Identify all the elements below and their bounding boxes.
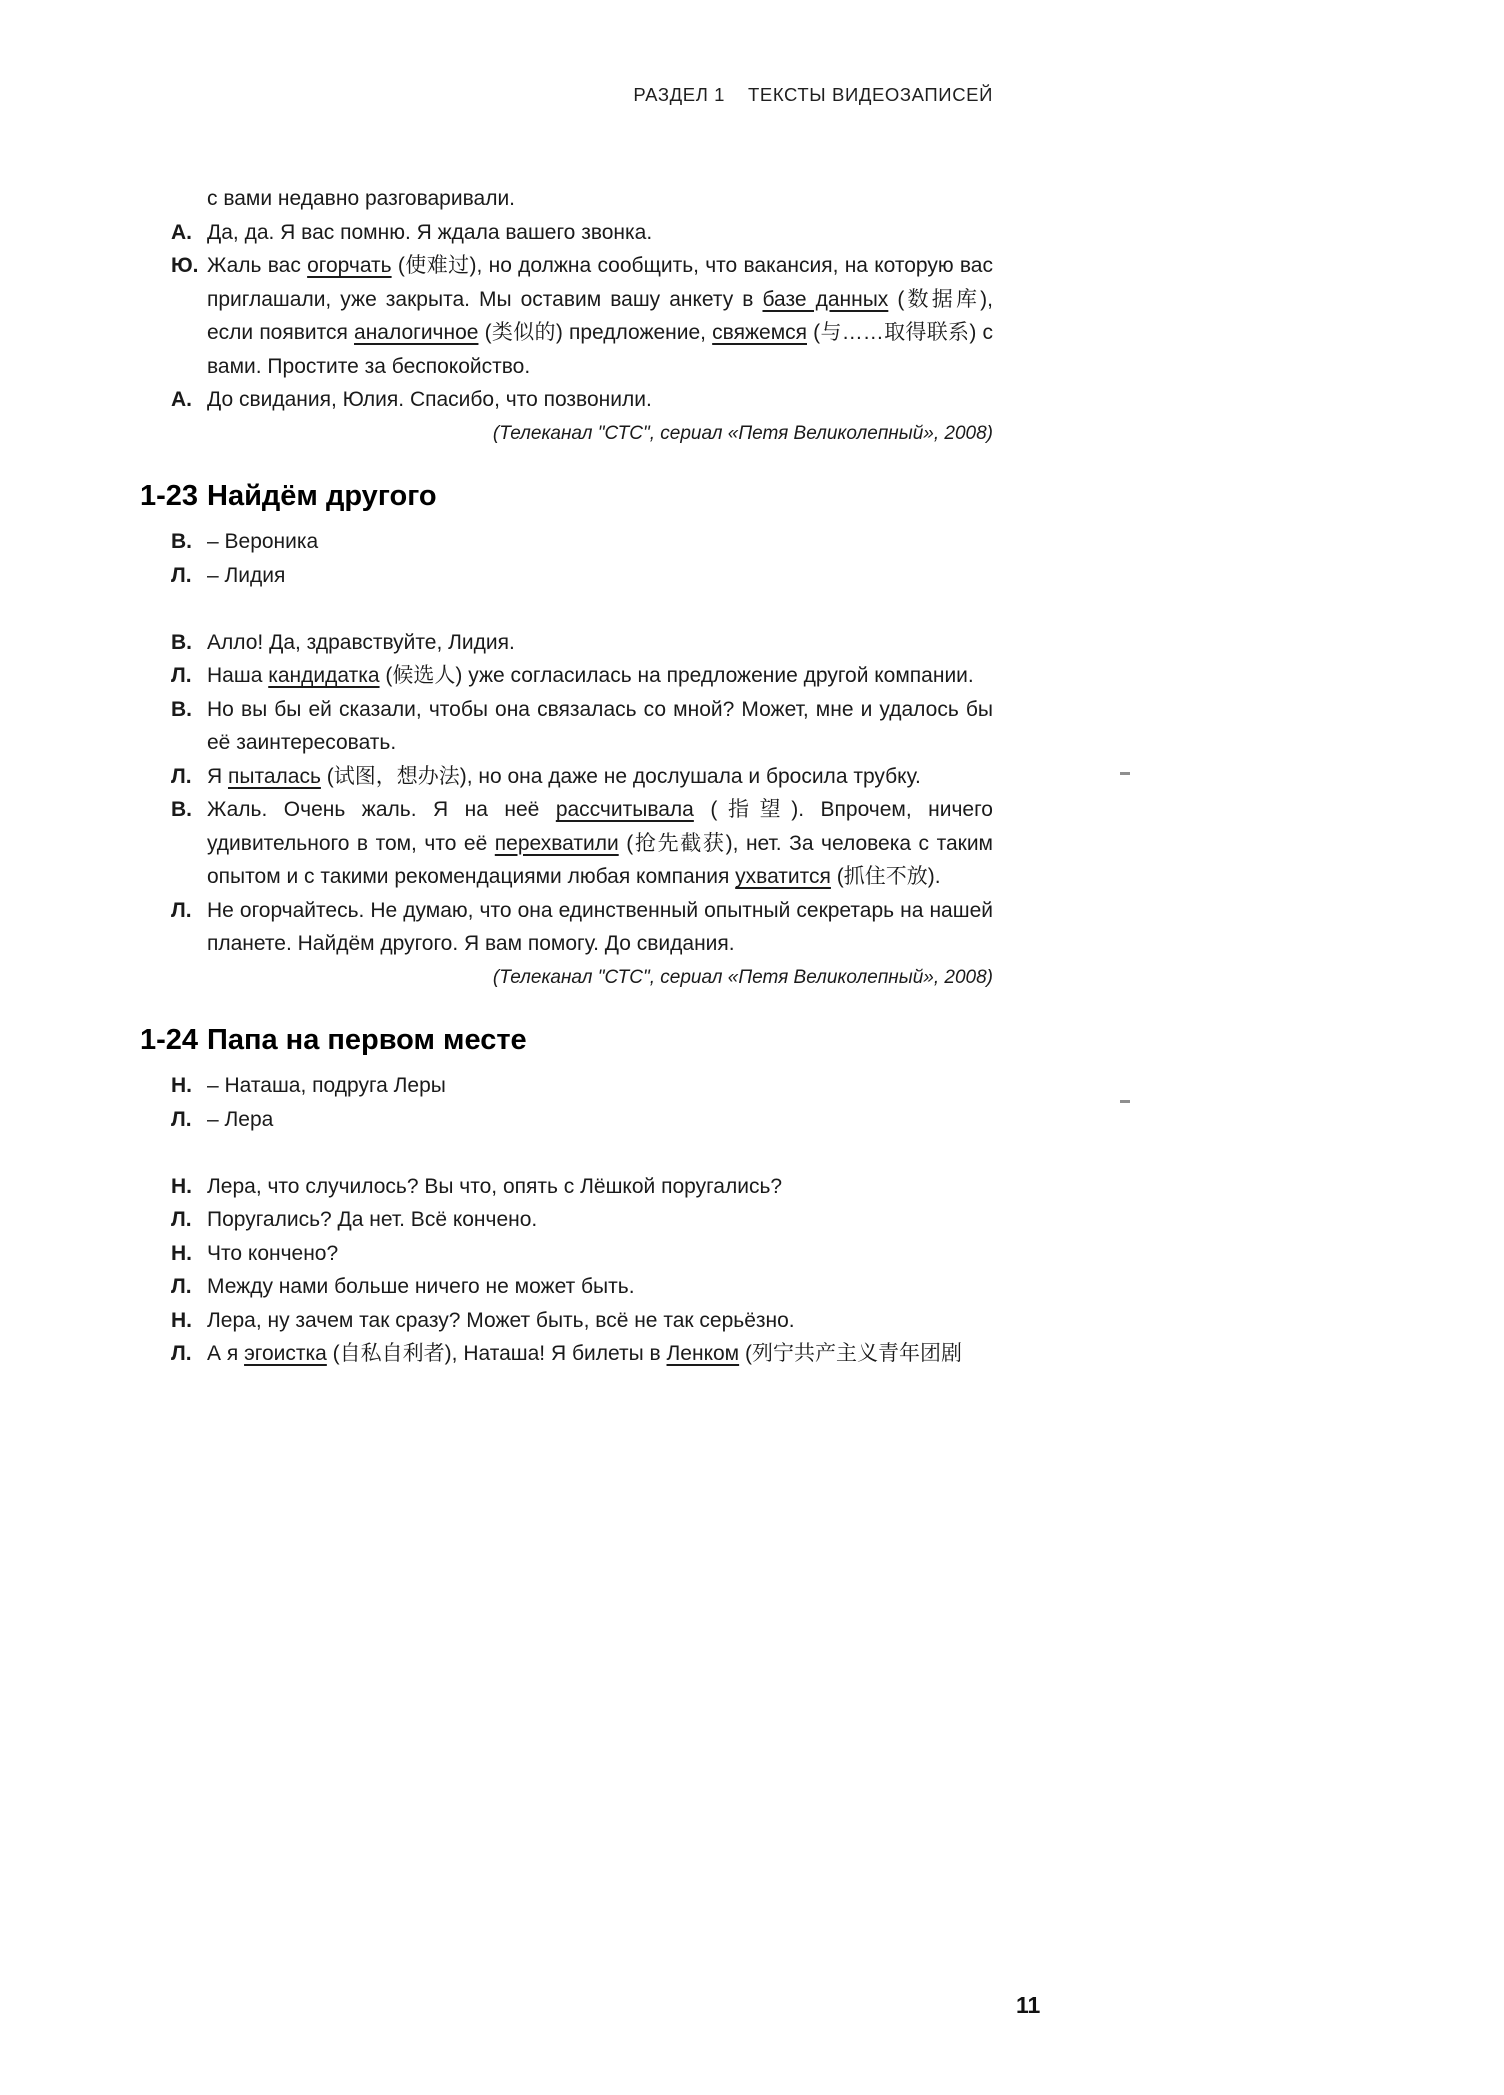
dialogue-text: Да, да. Я вас помню. Я ждала вашего звонка.	[207, 220, 653, 244]
cast-line	[140, 525, 993, 559]
section-title: Папа на первом месте	[207, 1024, 527, 1056]
speaker-label: А.	[171, 220, 192, 244]
speaker-label: Л.	[171, 898, 192, 922]
dialogue-line	[140, 216, 993, 250]
speaker-label: Л.	[171, 1275, 192, 1298]
speaker-label: Л.	[171, 664, 192, 687]
dialogue-section-1-24	[140, 1069, 993, 1371]
page-number: 11	[1016, 1992, 1041, 2018]
dialogue-section-1-23	[140, 525, 993, 994]
cast-line	[140, 1103, 993, 1137]
speaker-label: Л.	[171, 1208, 192, 1231]
cast-line	[140, 559, 993, 593]
speaker-label: Л.	[171, 1107, 192, 1131]
dialogue-line	[140, 793, 993, 894]
dialogue-text: Лера, что случилось? Вы что, опять с Лёшкой поругались?	[207, 1174, 783, 1198]
dialogue-text: Но вы бы ей сказали, чтобы она связалась со мной? Может, мне и удалось бы её заинтересовать.	[207, 697, 993, 754]
speaker-label: Н.	[171, 1241, 192, 1265]
section-number: 1-23	[140, 480, 199, 512]
dialogue-text: Что кончено?	[207, 1241, 339, 1265]
section-title: Найдём другого	[207, 480, 437, 512]
dialogue-text: Я пыталась (试图，想办法), но она даже не дослушала и бросила трубку.	[207, 764, 921, 788]
speaker-label: Ю.	[171, 254, 199, 277]
dialogue-line	[140, 1304, 993, 1338]
speaker-label: Л.	[171, 1342, 192, 1365]
speaker-label	[140, 182, 207, 216]
dialogue-text: А я эгоистка (自私自利者), Наташа! Я билеты в Ленком (列宁共产主义青年团剧	[207, 1342, 962, 1365]
speaker-label: Н.	[171, 1308, 192, 1332]
source-credit: (Телеканал "СТС", сериал «Петя Великолепный», 2008)	[492, 422, 993, 444]
scan-mark	[1120, 772, 1130, 775]
dialogue-line	[140, 1203, 993, 1237]
blank-line	[140, 1136, 993, 1170]
dialogue-text: Поругались? Да нет. Всё кончено.	[207, 1208, 538, 1231]
scan-mark	[1120, 1100, 1130, 1103]
speaker-label: Л.	[171, 563, 192, 587]
dialogue-line	[140, 1237, 993, 1271]
dialogue-line	[140, 1270, 993, 1304]
speaker-label: Н.	[171, 1174, 192, 1198]
dialogue-section-continuation	[140, 182, 993, 450]
speaker-label: В.	[171, 798, 192, 821]
dialogue-line	[140, 1337, 993, 1371]
dialogue-line	[140, 1170, 993, 1204]
page-content	[140, 182, 993, 1371]
cast-text: – Лидия	[207, 563, 286, 587]
dialogue-line	[140, 760, 993, 794]
dialogue-text: Алло! Да, здравствуйте, Лидия.	[207, 630, 515, 654]
cast-text: – Лера	[207, 1107, 274, 1131]
dialogue-line	[140, 693, 993, 760]
speaker-label: В.	[171, 630, 192, 654]
dialogue-text: Лера, ну зачем так сразу? Может быть, всё не так серьёзно.	[207, 1308, 795, 1332]
running-header: РАЗДЕЛ 1 ТЕКСТЫ ВИДЕОЗАПИСЕЙ	[633, 84, 993, 105]
dialogue-text: Жаль. Очень жаль. Я на неё рассчитывала (指望). Впрочем, ничего удивительного в том, что её перехватили (抢先截获), нет. За человека с таким опытом и с такими рекомендациями любая компания ухватится (抓住不放).	[207, 798, 993, 888]
section-heading	[140, 476, 993, 516]
dialogue-line	[140, 383, 993, 417]
blank-line	[140, 592, 993, 626]
dialogue-line	[140, 626, 993, 660]
dialogue-text: До свидания, Юлия. Спасибо, что позвонили.	[207, 388, 652, 411]
cast-text: – Наташа, подруга Леры	[207, 1074, 446, 1097]
speaker-label: Л.	[171, 764, 192, 788]
dialogue-text: Не огорчайтесь. Не думаю, что она единственный опытный секретарь на нашей планете. Найдём другого. Я вам помогу. До свидания.	[207, 898, 993, 955]
speaker-label: В.	[171, 530, 192, 553]
dialogue-line	[140, 249, 993, 383]
dialogue-line	[140, 182, 993, 216]
dialogue-text: Жаль вас огорчать (使难过), но должна сообщить, что вакансия, на которую вас приглашали, уже закрыта. Мы оставим вашу анкету в базе данных (数据库), если появится аналогичное (类似的) предложение, свяжемся (与……取得联系) с вами. Простите за беспокойство.	[207, 254, 993, 378]
dialogue-line	[140, 894, 993, 961]
dialogue-line	[140, 659, 993, 693]
section-number: 1-24	[140, 1024, 199, 1056]
speaker-label: Н.	[171, 1074, 192, 1097]
cast-text: – Вероника	[207, 530, 319, 553]
dialogue-text: с вами недавно разговаривали.	[207, 187, 516, 210]
speaker-label: В.	[171, 697, 192, 721]
speaker-label: А.	[171, 388, 192, 411]
dialogue-text: Между нами больше ничего не может быть.	[207, 1275, 635, 1298]
dialogue-text: Наша кандидатка (候选人) уже согласилась на предложение другой компании.	[207, 664, 974, 687]
source-credit: (Телеканал "СТС", сериал «Петя Великолепный», 2008)	[492, 966, 993, 988]
cast-line	[140, 1069, 993, 1103]
section-heading	[140, 1020, 993, 1060]
